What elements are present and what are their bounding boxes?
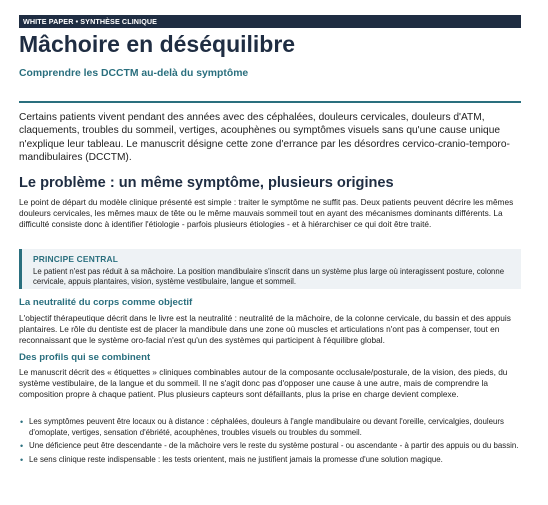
list-item bbox=[19, 455, 527, 466]
list-item bbox=[19, 417, 527, 438]
document-title: Mâchoire en déséquilibre bbox=[19, 31, 296, 57]
document-subtitle: Comprendre les DCCTM au-delà du symptôme bbox=[19, 68, 249, 79]
intro-paragraph: Certains patients vivent pendant des années avec des céphalées, douleurs cervicales, douleurs d'ATM, claquements, troubles du sommeil, vertiges, acouphènes ou symptômes visuels sans qu'une cause unique n'explique leur tableau. Le manuscrit désigne cette zone d'errance par les désordres cervico-cranio-temporo-mandibulaires (DCCTM). bbox=[19, 112, 510, 163]
bullet-icon: • bbox=[20, 417, 24, 427]
list-item-text: Le sens clinique reste indispensable : les tests orientent, mais ne justifient jamais la promesse d'une solution magique. bbox=[29, 454, 443, 464]
list-item-text: Une déficience peut être descendante - de la mâchoire vers le reste du système postural - ou ascendante - à partir des appuis ou du bassin. bbox=[29, 441, 519, 451]
bullet-icon: • bbox=[20, 454, 24, 465]
neutrality-paragraph: L'objectif thérapeutique décrit dans le livre est la neutralité : neutralité de la mâchoire, de la colonne cervicale, du bassin et des appuis plantaires. Le rôle du dentiste est de placer la mandibule dans une zone où muscles et articulations n'ont pas à compenser, tout en reconnaissant que le système oro-facial n'est qu'un des systèmes qui participent à l'équilibre global. bbox=[19, 313, 511, 346]
profiles-bullet-list bbox=[19, 417, 527, 468]
list-item bbox=[19, 441, 527, 452]
profiles-heading: Des profils qui se combinent bbox=[19, 352, 151, 363]
title-divider bbox=[19, 101, 521, 103]
list-item-text: Les symptômes peuvent être locaux ou à distance : céphalées, douleurs à l'angle mandibulaire ou devant l'oreille, cervicalgies, douleurs d'omoplate, vertiges, sensation d'ébriété, acouphènes, troubles visuels ou troubles du sommeil. bbox=[29, 417, 504, 437]
problem-paragraph: Le point de départ du modèle clinique présenté est simple : traiter le symptôme ne suffit pas. Deux patients peuvent décrire les mêmes douleurs cervicales, les mêmes maux de tête ou le même mauvais sommeil tout en ayant des mécanismes dominants différents. La difficulté consiste donc à identifier l'étiologie - parfois plusieurs étiologies - et à hiérarchiser ce qui doit être traité. bbox=[19, 197, 514, 230]
document-kicker: WHITE PAPER • SYNTHÈSE CLINIQUE bbox=[19, 15, 521, 28]
section-heading: Le problème : un même symptôme, plusieurs origines bbox=[19, 175, 394, 191]
neutrality-heading: La neutralité du corps comme objectif bbox=[19, 297, 193, 308]
callout-body: Le patient n'est pas réduit à sa mâchoire. La position mandibulaire s'inscrit dans un système plus large où interagissent posture, colonne cervicale, appuis plantaires, vision, système vestibulaire, langue et sommeil. bbox=[33, 267, 505, 287]
profiles-paragraph: Le manuscrit décrit des « étiquettes » cliniques combinables autour de la composante occlusale/posturale, de la vision, des pieds, du système vestibulaire, de la langue et du sommeil. Il ne s'agit donc pas d'opposer une cause à une autre, mais de comprendre la composition propre à chaque patient. Plus plusieurs capteurs sont défaillants, plus la prise en charge devient complexe. bbox=[19, 367, 508, 400]
principle-callout bbox=[19, 249, 521, 289]
callout-title: PRINCIPE CENTRAL bbox=[33, 254, 119, 264]
bullet-icon: • bbox=[20, 441, 24, 452]
